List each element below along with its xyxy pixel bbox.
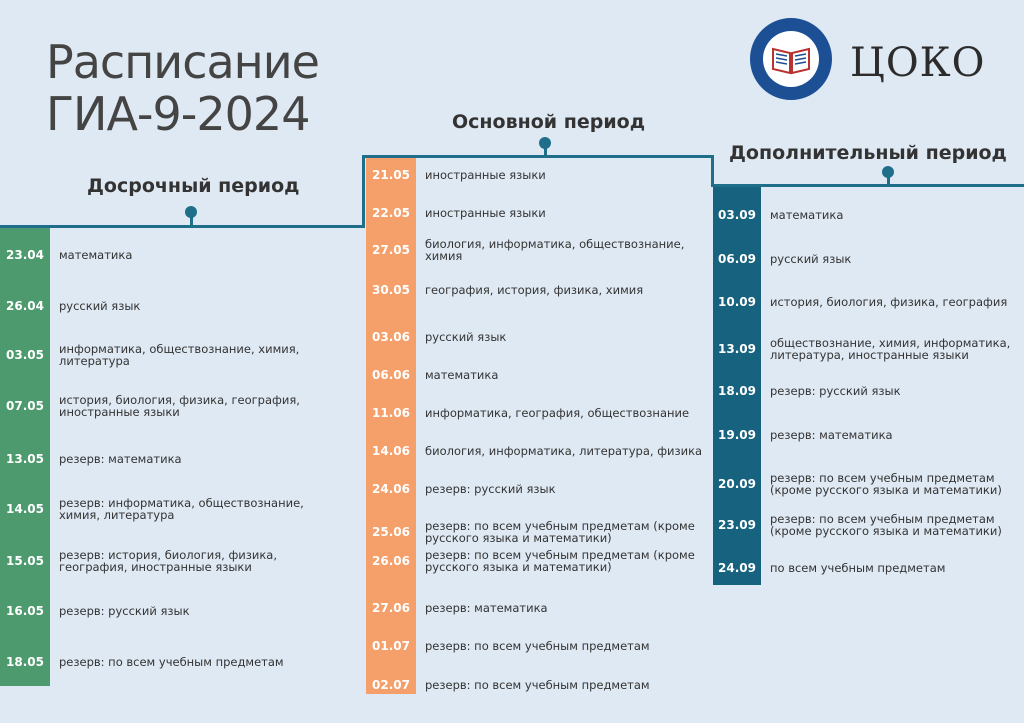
timeline-node-early	[185, 206, 197, 218]
exam-subjects: резерв: русский язык	[59, 604, 190, 618]
exam-date: 03.06	[372, 330, 410, 344]
exam-date: 26.06	[372, 554, 410, 568]
exam-date: 20.09	[718, 477, 756, 491]
exam-subjects: резерв: по всем учебным предметам (кроме русского языка и математики)	[770, 471, 1002, 497]
exam-subjects: география, история, физика, химия	[425, 283, 644, 297]
schedule-row	[366, 671, 708, 699]
timeline-node-main	[539, 137, 551, 149]
exam-subjects: резерв: математика	[770, 428, 893, 442]
exam-date: 19.09	[718, 428, 756, 442]
exam-date: 03.09	[718, 208, 756, 222]
exam-date: 01.07	[372, 639, 410, 653]
exam-subjects: математика	[770, 208, 844, 222]
schedule-row	[366, 399, 708, 427]
exam-subjects: русский язык	[425, 330, 507, 344]
schedule-row	[0, 439, 340, 479]
schedule-row	[0, 541, 340, 581]
exam-subjects: биология, информатика, обществознание, химия	[425, 237, 685, 263]
schedule-row	[0, 489, 340, 529]
schedule-row	[713, 285, 1011, 319]
exam-date: 18.05	[6, 655, 44, 669]
schedule-row	[366, 594, 708, 622]
exam-date: 15.05	[6, 554, 44, 568]
schedule-row	[0, 335, 340, 375]
exam-date: 13.05	[6, 452, 44, 466]
exam-date: 14.05	[6, 502, 44, 516]
exam-subjects: математика	[425, 368, 499, 382]
exam-date: 16.05	[6, 604, 44, 618]
exam-subjects: резерв: по всем учебным предметам	[59, 655, 284, 669]
exam-subjects: иностранные языки	[425, 168, 546, 182]
exam-subjects: информатика, обществознание, химия, литература	[59, 342, 300, 368]
exam-subjects: резерв: по всем учебным предметам (кроме русского языка и математики)	[770, 512, 1002, 538]
exam-subjects: резерв: математика	[425, 601, 548, 615]
schedule-row	[0, 286, 340, 326]
exam-date: 13.09	[718, 342, 756, 356]
exam-subjects: резерв: по всем учебным предметам	[425, 678, 650, 692]
schedule-row	[366, 632, 708, 660]
exam-subjects: по всем учебным предметам	[770, 561, 946, 575]
exam-subjects: биология, информатика, литература, физика	[425, 444, 703, 458]
exam-date: 18.09	[718, 384, 756, 398]
exam-subjects: резерв: русский язык	[770, 384, 901, 398]
schedule-row	[366, 276, 708, 304]
schedule-row	[366, 518, 708, 546]
schedule-row	[366, 236, 708, 264]
schedule-row	[366, 323, 708, 351]
exam-date: 10.09	[718, 295, 756, 309]
schedule-row	[366, 161, 708, 189]
timeline-node-extra	[882, 166, 894, 178]
exam-subjects: резерв: информатика, обществознание, химия, литература	[59, 496, 304, 522]
schedule-row	[713, 508, 1011, 542]
schedule-row	[0, 642, 340, 682]
main-period-list	[366, 158, 711, 694]
exam-date: 23.04	[6, 248, 44, 262]
schedule-row	[366, 547, 708, 575]
exam-subjects: резерв: математика	[59, 452, 182, 466]
period-title-early: Досрочный период	[87, 175, 300, 197]
exam-subjects: история, биология, физика, география	[770, 295, 1008, 309]
extra-period-list	[713, 187, 1024, 585]
schedule-row	[366, 437, 708, 465]
period-title-extra: Дополнительный период	[729, 142, 1007, 164]
exam-subjects: иностранные языки	[425, 206, 546, 220]
exam-subjects: резерв: по всем учебным предметам	[425, 639, 650, 653]
schedule-row	[366, 475, 708, 503]
schedule-row	[713, 418, 1011, 452]
timeline-step-2	[711, 155, 714, 186]
ministry-seal-icon	[750, 18, 832, 100]
page-title	[46, 36, 319, 140]
exam-subjects: математика	[59, 248, 133, 262]
exam-date: 03.05	[6, 348, 44, 362]
exam-subjects: русский язык	[59, 299, 141, 313]
exam-subjects: резерв: по всем учебным предметам (кроме русского языка и математики)	[425, 519, 695, 545]
tsoko-logo: ЦОКО	[850, 40, 986, 86]
exam-date: 24.09	[718, 561, 756, 575]
exam-date: 22.05	[372, 206, 410, 220]
schedule-row	[713, 467, 1011, 501]
schedule-row	[366, 361, 708, 389]
exam-date: 24.06	[372, 482, 410, 496]
exam-date: 30.05	[372, 283, 410, 297]
exam-date: 06.09	[718, 252, 756, 266]
schedule-row	[713, 332, 1011, 366]
schedule-row	[366, 199, 708, 227]
logo-area	[750, 18, 1000, 102]
exam-subjects: информатика, география, обществознание	[425, 406, 690, 420]
schedule-row	[0, 235, 340, 275]
exam-date: 26.04	[6, 299, 44, 313]
exam-date: 14.06	[372, 444, 410, 458]
exam-subjects: история, биология, физика, география, иностранные языки	[59, 393, 300, 419]
exam-date: 06.06	[372, 368, 410, 382]
timeline-step-1	[362, 155, 365, 228]
exam-subjects: резерв: история, биология, физика, география, иностранные языки	[59, 548, 277, 574]
title-line-2: ГИА-9-2024	[46, 87, 310, 141]
schedule-row	[713, 242, 1011, 276]
exam-date: 11.06	[372, 406, 410, 420]
exam-subjects: обществознание, химия, информатика, литература, иностранные языки	[770, 336, 1011, 362]
title-line-1: Расписание	[46, 35, 319, 89]
schedule-row	[713, 198, 1011, 232]
exam-date: 27.05	[372, 243, 410, 257]
exam-subjects: резерв: по всем учебным предметам (кроме русского языка и математики)	[425, 548, 695, 574]
exam-subjects: резерв: русский язык	[425, 482, 556, 496]
exam-date: 02.07	[372, 678, 410, 692]
exam-date: 25.06	[372, 525, 410, 539]
schedule-row	[0, 386, 340, 426]
exam-date: 07.05	[6, 399, 44, 413]
schedule-row	[0, 591, 340, 631]
period-title-main: Основной период	[452, 111, 646, 133]
early-period-list	[0, 228, 360, 686]
schedule-row	[713, 374, 1011, 408]
exam-subjects: русский язык	[770, 252, 852, 266]
schedule-row	[713, 551, 1011, 585]
exam-date: 21.05	[372, 168, 410, 182]
exam-date: 23.09	[718, 518, 756, 532]
exam-date: 27.06	[372, 601, 410, 615]
